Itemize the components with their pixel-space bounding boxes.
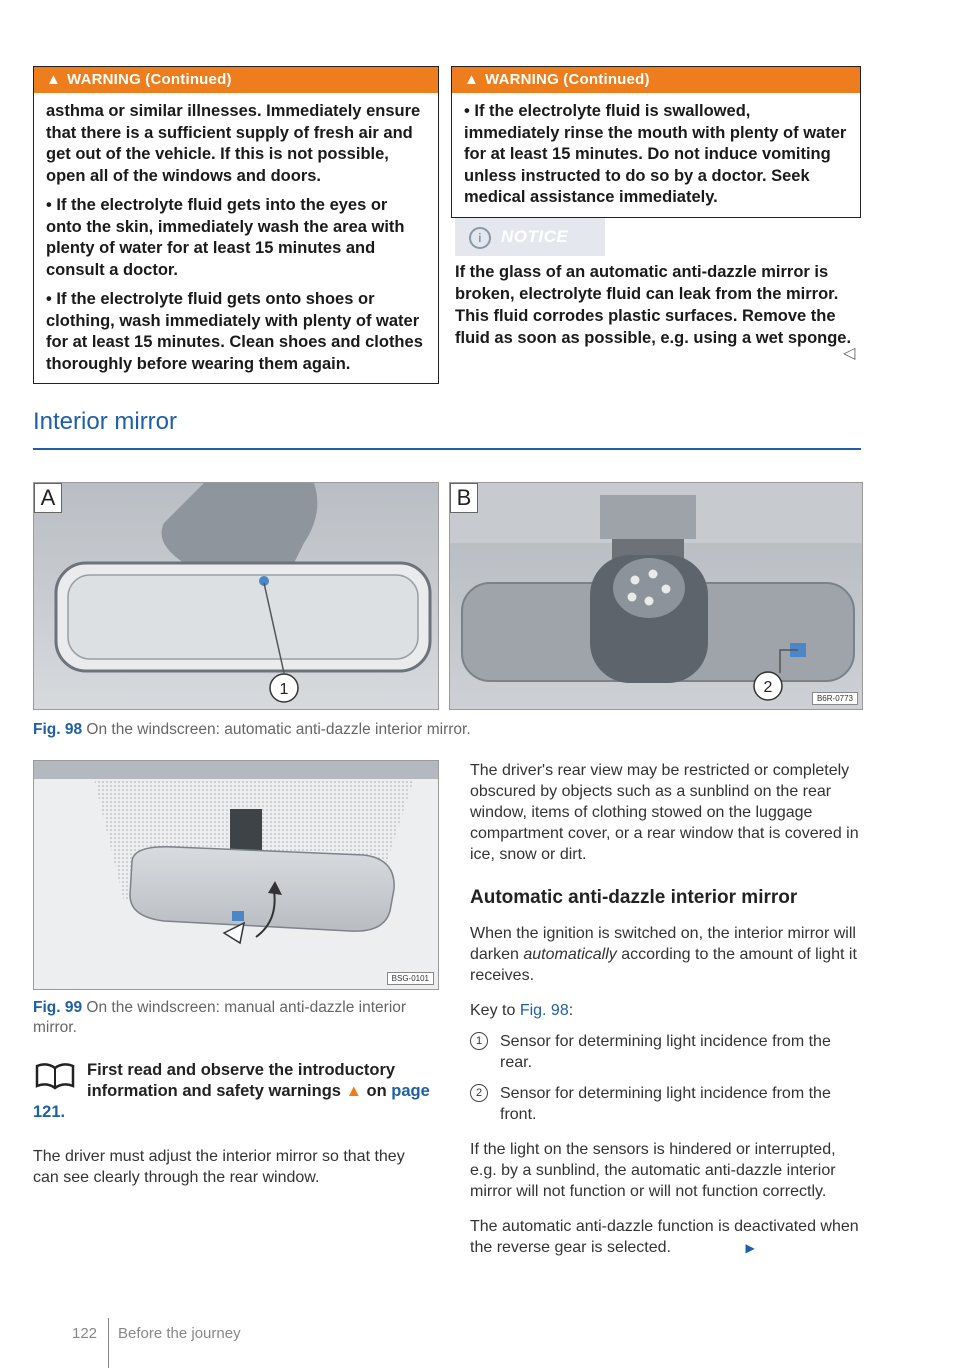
page-link[interactable]: page 121. — [33, 1082, 430, 1121]
section-title: Interior mirror — [33, 408, 178, 435]
figure-99-caption: Fig. 99 On the windscreen: manual anti-dazzle interior mirror. — [33, 999, 407, 1036]
mirror-illustration-a — [34, 483, 438, 709]
section-rule — [33, 448, 861, 450]
figure-label-b: B — [450, 483, 478, 513]
key-item-1: 1 Sensor for determining light incidence from the rear. — [470, 1031, 862, 1073]
page-number: 122 — [72, 1325, 98, 1342]
key-intro: Key to Fig. 98: — [470, 1002, 574, 1019]
warning-header: ▲ WARNING (Continued) — [34, 67, 438, 93]
chapter-title: Before the journey — [118, 1325, 241, 1342]
warning-triangle-icon: ▲ — [464, 71, 480, 88]
notice-badge: i NOTICE — [455, 218, 605, 256]
notice-text: If the glass of an automatic anti-dazzle mirror is broken, electrolyte fluid can leak from the mirror. This fluid corrodes plastic surfaces. Remove the fluid as soon as possible, e.g. using a wet sponge. — [455, 263, 852, 347]
intro-note: First read and observe the introductory information and safety warnings ▲ on page 121. — [33, 1061, 430, 1121]
key-number-2: 2 — [470, 1084, 488, 1102]
warning-header: ▲ WARNING (Continued) — [452, 67, 860, 93]
figure-link[interactable]: Fig. 98 — [519, 1002, 569, 1019]
right-paragraph-4: The automatic anti-dazzle function is deactivated when the reverse gear is selected. ▶ — [470, 1218, 859, 1256]
figure-98-panel-a — [33, 482, 439, 710]
right-paragraph-1: The driver's rear view may be restricted or completely obscured by objects such as a sunblind on the rear window, items of clothing stowed on the luggage compartment cover, or a rear window that is covered in ice, snow or dirt. — [470, 762, 859, 863]
warning-box-left — [33, 66, 439, 384]
figure-code: BSG-0101 — [387, 972, 434, 985]
mirror-illustration-b — [450, 483, 862, 709]
left-body-text: The driver must adjust the interior mirror so that they can see clearly through the rear window. — [33, 1148, 405, 1186]
callout-1: 1 — [279, 681, 289, 698]
warning-bullet: • If the electrolyte fluid gets onto shoes or clothing, wash immediately with plenty of water for at least 15 minutes. Clean shoes and clothes thoroughly before wearing them again. — [46, 289, 426, 375]
warning-triangle-icon: ▲ — [345, 1082, 362, 1100]
manual-mirror-illustration — [34, 761, 438, 989]
figure-98-caption: Fig. 98 On the windscreen: automatic anti-dazzle interior mirror. — [33, 721, 471, 738]
figure-98-panel-b — [449, 482, 863, 710]
figure-99 — [33, 760, 439, 990]
subsection-heading: Automatic anti-dazzle interior mirror — [470, 887, 798, 908]
book-icon — [33, 1062, 77, 1092]
figure-number: Fig. 99 — [33, 999, 83, 1016]
warning-bullet: • If the electrolyte fluid is swallowed, immediately rinse the mouth with plenty of water for at least 15 minutes. Do not induce vomiting unless instructed to do so by a doctor. Seek medical assistance immediately. — [464, 101, 848, 209]
warning-paragraph: asthma or similar illnesses. Immediately ensure that there is a sufficient supply of fresh air and get out of the vehicle. If this is not possible, open all of the windows and doors. — [46, 102, 421, 185]
right-column — [470, 760, 862, 1259]
callout-2: 2 — [763, 679, 773, 696]
warning-bullet: • If the electrolyte fluid gets into the eyes or onto the skin, immediately wash the area with plenty of water for at least 15 minutes and consult a doctor. — [46, 195, 426, 281]
key-number-1: 1 — [470, 1032, 488, 1050]
notice-icon: i — [469, 227, 491, 249]
continue-arrow-icon: ▶ — [745, 1241, 755, 1255]
key-item-2: 2 Sensor for determining light incidence from the front. — [470, 1083, 862, 1125]
right-paragraph-2: When the ignition is switched on, the interior mirror will darken automatically according to the amount of light it receives. — [470, 925, 857, 984]
figure-code: B6R-0773 — [812, 692, 858, 705]
right-paragraph-3: If the light on the sensors is hindered or interrupted, e.g. by a sunblind, the automatic anti-dazzle interior mirror will not function or will not function correctly. — [470, 1141, 836, 1200]
figure-number: Fig. 98 — [33, 721, 83, 738]
warning-triangle-icon: ▲ — [46, 71, 62, 88]
warning-box-right — [451, 66, 861, 218]
footer-divider — [108, 1318, 109, 1368]
end-mark: ◁ — [843, 345, 856, 362]
figure-label-a: A — [34, 483, 62, 513]
